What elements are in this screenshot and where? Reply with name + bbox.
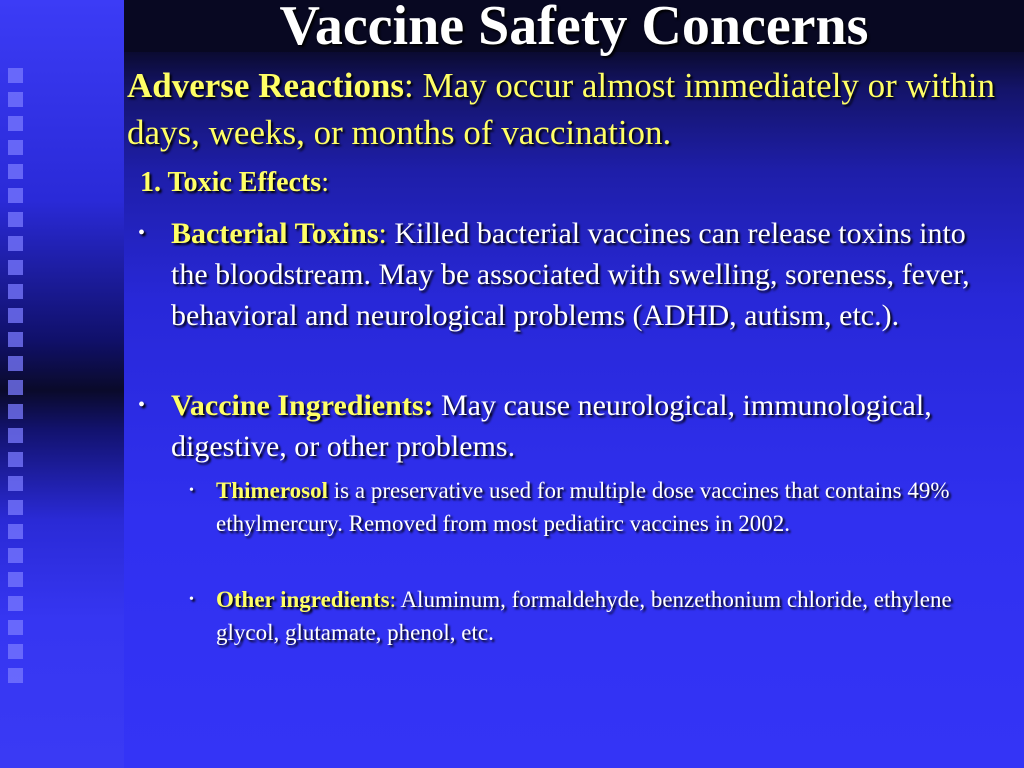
bullet-text: Killed bacterial vaccines can release toxins into the bloodstream. May be associated with swelling, soreness, fever, behavioral and neurological problems (ADHD, autism, etc.). <box>171 217 970 332</box>
bullet-term: Vaccine Ingredients: <box>171 389 434 422</box>
decor-square <box>8 500 23 515</box>
decor-square <box>8 68 23 83</box>
decor-square <box>8 380 23 395</box>
decor-square <box>8 524 23 539</box>
intro-term: Adverse Reactions <box>127 66 405 105</box>
decor-square <box>8 92 23 107</box>
decor-square <box>8 644 23 659</box>
decor-square <box>8 620 23 635</box>
intro-separator: : <box>404 66 414 105</box>
bullet-vaccine-ingredients <box>138 385 971 467</box>
sub-bullet-text: is a preservative used for multiple dose vaccines that contains 49% ethylmercury. Removed from most pediatirc vaccines in 2002. <box>216 478 950 536</box>
decor-square <box>8 164 23 179</box>
decor-square <box>8 476 23 491</box>
section-heading <box>140 166 329 200</box>
sub-bullet-thimerosol <box>189 474 1006 540</box>
bullet-text: May cause neurological, immunological, digestive, or other problems. <box>171 389 932 463</box>
section-heading-label: 1. Toxic Effects <box>140 167 322 198</box>
intro-paragraph <box>127 62 1007 156</box>
decorative-squares-column <box>8 68 24 708</box>
bullet-bacterial-toxins <box>138 213 971 336</box>
sub-bullet-separator: : <box>389 587 396 612</box>
decor-square <box>8 356 23 371</box>
decor-square <box>8 260 23 275</box>
bullet-dot: • <box>138 222 146 244</box>
decor-square <box>8 332 23 347</box>
section-heading-separator: : <box>321 167 329 198</box>
decor-square <box>8 452 23 467</box>
intro-text: May occur almost immediately or within days, weeks, or months of vaccination. <box>127 66 996 152</box>
decor-square <box>8 428 23 443</box>
slide-title: Vaccine Safety Concerns <box>279 0 869 57</box>
bullet-dot: • <box>138 394 146 416</box>
decor-square <box>8 140 23 155</box>
bullet-separator: : <box>378 217 387 250</box>
decor-square <box>8 572 23 587</box>
sub-bullet-other-ingredients <box>189 583 1006 649</box>
bullet-dot: • <box>189 483 194 498</box>
sub-bullet-term: Other ingredients <box>216 587 390 612</box>
decor-square <box>8 188 23 203</box>
decor-square <box>8 548 23 563</box>
decor-square <box>8 212 23 227</box>
decor-square <box>8 596 23 611</box>
bullet-dot: • <box>189 592 194 607</box>
bullet-term: Bacterial Toxins <box>171 217 379 250</box>
decor-square <box>8 116 23 131</box>
decor-square <box>8 308 23 323</box>
sub-bullet-text: Aluminum, formaldehyde, benzethonium chloride, ethylene glycol, glutamate, phenol, etc. <box>216 587 952 645</box>
sub-bullet-term: Thimerosol <box>216 478 329 503</box>
decor-square <box>8 284 23 299</box>
decor-square <box>8 668 23 683</box>
decor-square <box>8 404 23 419</box>
decor-square <box>8 236 23 251</box>
